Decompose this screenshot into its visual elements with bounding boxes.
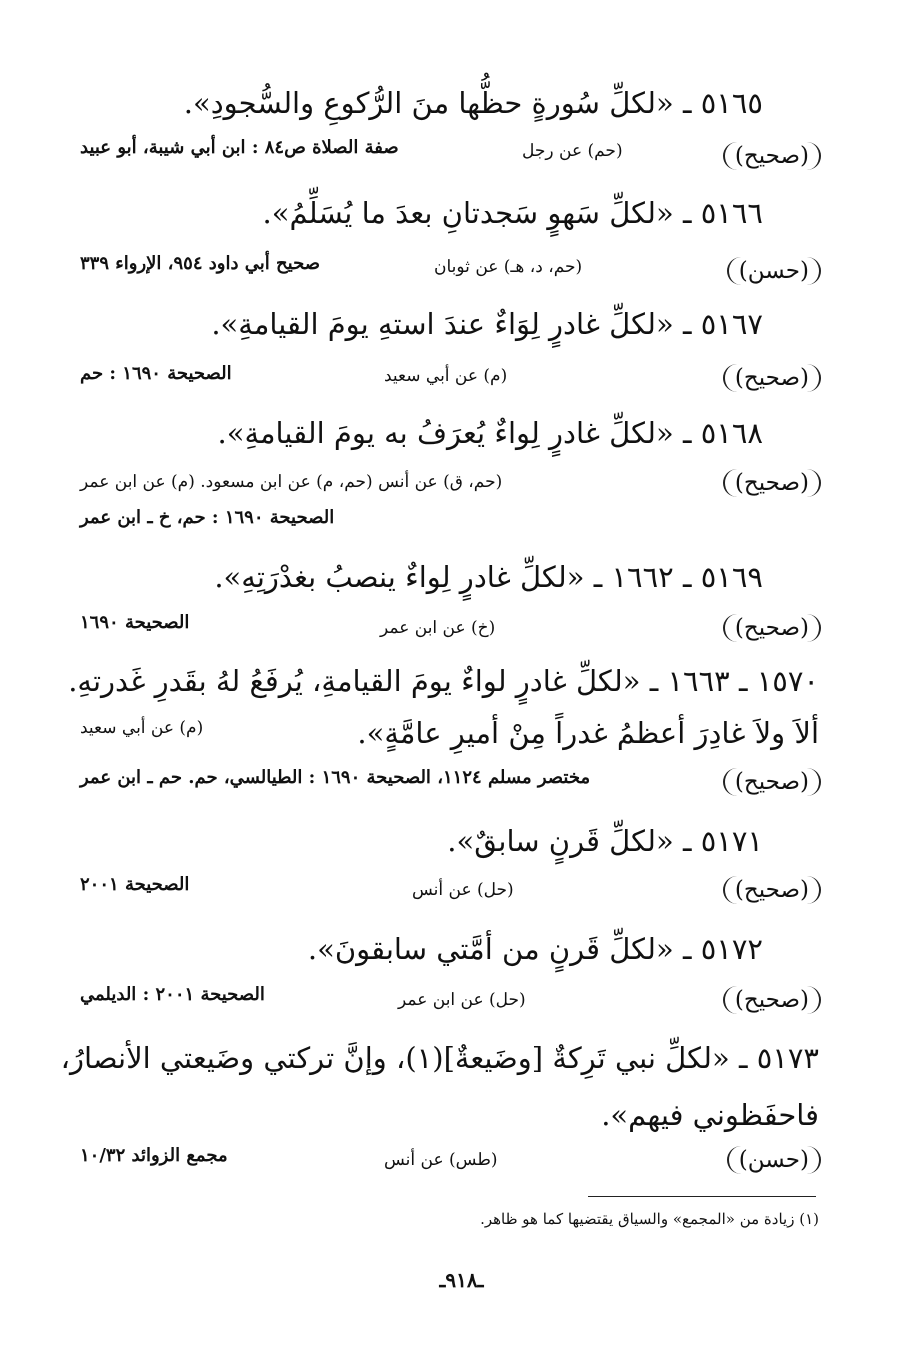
grade-badge: (صحيح) xyxy=(723,986,821,1014)
hadith-source: (طس) عن أنس xyxy=(384,1150,498,1170)
grade-badge: (حسن) xyxy=(727,1146,821,1174)
hadith-text-continued: فاحفَظوني فيهم». xyxy=(601,1098,819,1132)
hadith-text: ٥١٦٦ ـ «لكلِّ سَهوٍ سَجدتانِ بعدَ ما يُسَلِّمُ». xyxy=(262,196,763,230)
footnote-divider xyxy=(588,1196,816,1197)
hadith-source: (حل) عن أنس xyxy=(412,880,514,900)
hadith-reference: الصحيحة ٢٠٠١ xyxy=(80,874,190,895)
grade-badge: (صحيح) xyxy=(723,768,821,796)
hadith-text: ٥١٦٧ ـ «لكلِّ غادرٍ لِوَاءٌ عندَ استهِ يومَ القيامةِ». xyxy=(211,307,763,341)
footnote: (١) زيادة من «المجمع» والسياق يقتضيها كما هو ظاهر. xyxy=(480,1210,819,1228)
hadith-source: (حم) عن رجل xyxy=(522,141,623,161)
hadith-text: ٥١٦٥ ـ «لكلِّ سُورةٍ حظُّها منَ الرُّكوعِ والسُّجودِ». xyxy=(183,86,763,120)
hadith-reference: الصحيحة ١٦٩٠ : حم xyxy=(80,363,232,384)
hadith-source: (م) عن أبي سعيد xyxy=(80,718,204,738)
hadith-reference: الصحيحة ١٦٩٠ : حم، خ ـ ابن عمر xyxy=(80,507,335,528)
grade-badge: (صحيح) xyxy=(723,364,821,392)
hadith-source: (حم، ق) عن أنس (حم، م) عن ابن مسعود. (م) عن ابن عمر xyxy=(80,472,503,492)
hadith-source: (خ) عن ابن عمر xyxy=(380,618,496,638)
hadith-reference: الصحيحة ٢٠٠١ : الديلمي xyxy=(80,984,265,1005)
hadith-text: ١٥٧٠ ـ ١٦٦٣ ـ «لكلِّ غادرٍ لواءٌ يومَ القيامةِ، يُرفَعُ لهُ بقَدرِ غَدرتهِ. xyxy=(68,664,819,698)
grade-badge: (صحيح) xyxy=(723,142,821,170)
hadith-text: ٥١٧١ ـ «لكلِّ قَرنٍ سابقٌ». xyxy=(447,824,763,858)
hadith-text: ٥١٧٢ ـ «لكلِّ قَرنٍ من أمَّتي سابقونَ». xyxy=(307,932,763,966)
hadith-source: (حم، د، هـ) عن ثوبان xyxy=(434,257,583,277)
hadith-text: ٥١٦٨ ـ «لكلِّ غادرٍ لِواءٌ يُعرَفُ به يومَ القيامةِ». xyxy=(217,416,763,450)
hadith-reference: مجمع الزوائد ١٠/٣٢ xyxy=(80,1145,228,1166)
grade-badge: (صحيح) xyxy=(723,614,821,642)
hadith-reference: الصحيحة ١٦٩٠ xyxy=(80,612,190,633)
hadith-reference: صحيح أبي داود ٩٥٤، الإرواء ٣٣٩ xyxy=(80,253,320,274)
grade-badge: (صحيح) xyxy=(723,469,821,497)
hadith-text: ٥١٧٣ ـ «لكلِّ نبي تَرِكةٌ [وضَيعةٌ](١)، وإنَّ تركتي وضَيعتي الأنصارُ، xyxy=(60,1041,819,1075)
hadith-reference: مختصر مسلم ١١٢٤، الصحيحة ١٦٩٠ : الطيالسي، حم. حم ـ ابن عمر xyxy=(80,767,591,788)
hadith-reference: صفة الصلاة ص٨٤ : ابن أبي شيبة، أبو عبيد xyxy=(80,137,399,158)
page-number: ـ٩١٨ـ xyxy=(439,1268,484,1292)
hadith-text-continued: ألاَ ولاَ غادِرَ أعظمُ غدراً مِنْ أميرِ عامَّةٍ». xyxy=(357,716,819,750)
hadith-source: (م) عن أبي سعيد xyxy=(384,366,508,386)
grade-badge: (حسن) xyxy=(727,257,821,285)
hadith-source: (حل) عن ابن عمر xyxy=(398,990,526,1010)
grade-badge: (صحيح) xyxy=(723,876,821,904)
hadith-text: ٥١٦٩ ـ ١٦٦٢ ـ «لكلِّ غادرٍ لِواءٌ ينصبُ بغدْرَتِهِ». xyxy=(214,560,763,594)
